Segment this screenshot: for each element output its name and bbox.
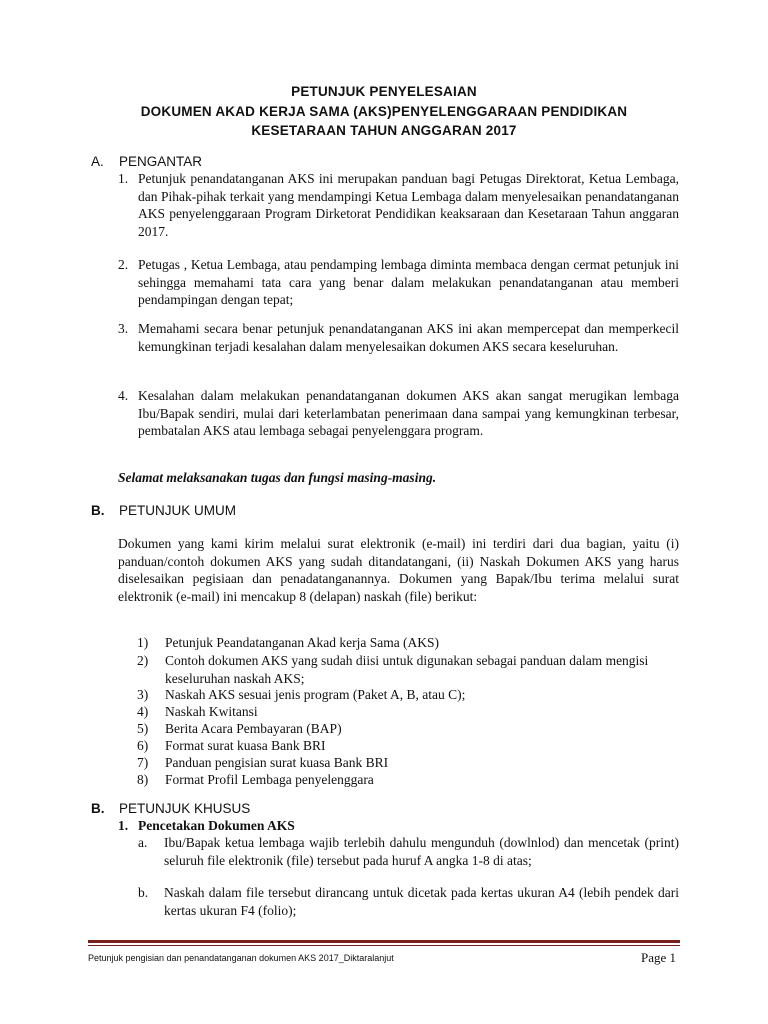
footer-rule-thick xyxy=(88,940,680,943)
list-text: Panduan pengisian surat kuasa Bank BRI xyxy=(165,755,389,770)
subsection-heading xyxy=(118,817,679,835)
title-line-2: DOKUMEN AKAD KERJA SAMA (AKS)PENYELENGGARAAN PENDIDIKAN xyxy=(140,104,628,119)
subsection-number: 1. xyxy=(118,818,129,833)
section-a-title: PENGANTAR xyxy=(119,154,203,169)
item-text: Ibu/Bapak ketua lembaga wajib terlebih dahulu mengunduh (dowlnlod) dan mencetak (print) seluruh file elektronik (file) tersebut pada huruf A angka 1-8 di atas; xyxy=(164,835,679,868)
item-number: 3. xyxy=(118,321,129,336)
item-text: Petugas , Ketua Lembaga, atau pendamping lembaga diminta membaca dengan cermat petunjuk ini sehingga memahami tata cara yang benar dalam melakukan penandatanganan atau memberi pendampingan dengan tepat; xyxy=(138,257,679,307)
list-number: 8) xyxy=(137,772,149,787)
title-line-3: KESETARAAN TAHUN ANGGARAN 2017 xyxy=(251,123,517,138)
list-text: Naskah AKS sesuai jenis program (Paket A, B, atau C); xyxy=(165,687,466,702)
footer-rule-thin xyxy=(88,945,680,946)
section-c-title: PETUNJUK KHUSUS xyxy=(119,801,251,816)
list-number: 5) xyxy=(137,721,149,736)
title-line-1: PETUNJUK PENYELESAIAN xyxy=(291,84,477,99)
section-b-title: PETUNJUK UMUM xyxy=(119,503,236,518)
list-text: Format Profil Lembaga penyelenggara xyxy=(165,772,374,787)
page-number: Page 1 xyxy=(640,950,676,965)
item-number: 2. xyxy=(118,257,129,272)
item-text: Petunjuk penandatanganan AKS ini merupakan panduan bagi Petugas Direktorat, Ketua Lembaga, dan Pihak-pihak terkait yang mendampingi Ketua Lembaga dalam menyelesaikan penandatanganan AKS penyelenggaraan Program Dirketorat Pendidikan keaksaraan dan Kesetaraan Tahun anggaran 2017. xyxy=(138,171,679,239)
subsection-title: Pencetakan Dokumen AKS xyxy=(138,818,295,833)
list-number: 4) xyxy=(137,704,149,719)
list-text: Naskah Kwitansi xyxy=(165,704,258,719)
list-text: Berita Acara Pembayaran (BAP) xyxy=(165,721,342,736)
list-number: 2) xyxy=(137,653,149,668)
item-letter: b. xyxy=(138,885,149,900)
footer-text: Petunjuk pengisian dan penandatanganan dokumen AKS 2017_Diktaralanjut xyxy=(88,953,394,963)
list-number: 6) xyxy=(137,738,149,753)
item-letter: a. xyxy=(138,835,148,850)
item-number: 4. xyxy=(118,388,129,403)
section-a-letter: A. xyxy=(91,154,104,169)
list-text: Format surat kuasa Bank BRI xyxy=(165,738,326,753)
section-b-letter: B. xyxy=(91,503,105,518)
list-number: 7) xyxy=(137,755,149,770)
item-text: Kesalahan dalam melakukan penandatanganan dokumen AKS akan sangat merugikan lembaga Ibu/Bapak sendiri, mulai dari keterlambatan penerimaan dana sampai yang kemungkinan terbesar, pembatalan AKS atau lembaga sebagai penyelenggara program. xyxy=(138,388,679,438)
section-b-heading xyxy=(91,503,391,521)
section-b-paragraph: Dokumen yang kami kirim melalui surat elektronik (e-mail) ini terdiri dari dua bagian, yaitu (i) panduan/contoh dokumen AKS yang sudah ditandatangani, (ii) Naskah Dokumen AKS yang harus diselesaikan pegisiaan dan penadatanganannya. Dokumen yang Bapak/Ibu terima melalui surat elektronik (e-mail) ini mencakup 8 (delapan) naskah (file) berikut: xyxy=(118,536,679,604)
item-text: Memahami secara benar petunjuk penandatanganan AKS ini akan mempercepat dan memperkecil kemungkinan terjadi kesalahan dalam menyelesaikan dokumen AKS secara keseluruhan. xyxy=(138,321,679,354)
item-text: Naskah dalam file tersebut dirancang untuk dicetak pada kertas ukuran A4 (lebih pendek dari kertas ukuran F4 (folio); xyxy=(164,885,679,918)
list-number: 1) xyxy=(137,635,149,650)
section-c-letter: B. xyxy=(91,801,105,816)
closing-remark: Selamat melaksanakan tugas dan fungsi masing-masing. xyxy=(118,470,437,485)
list-number: 3) xyxy=(137,687,149,702)
list-text: Petunjuk Peandatanganan Akad kerja Sama (AKS) xyxy=(165,635,440,650)
list-text: Contoh dokumen AKS yang sudah diisi untuk digunakan sebagai panduan dalam mengisi keseluruhan naskah AKS; xyxy=(165,653,649,686)
item-number: 1. xyxy=(118,171,129,186)
